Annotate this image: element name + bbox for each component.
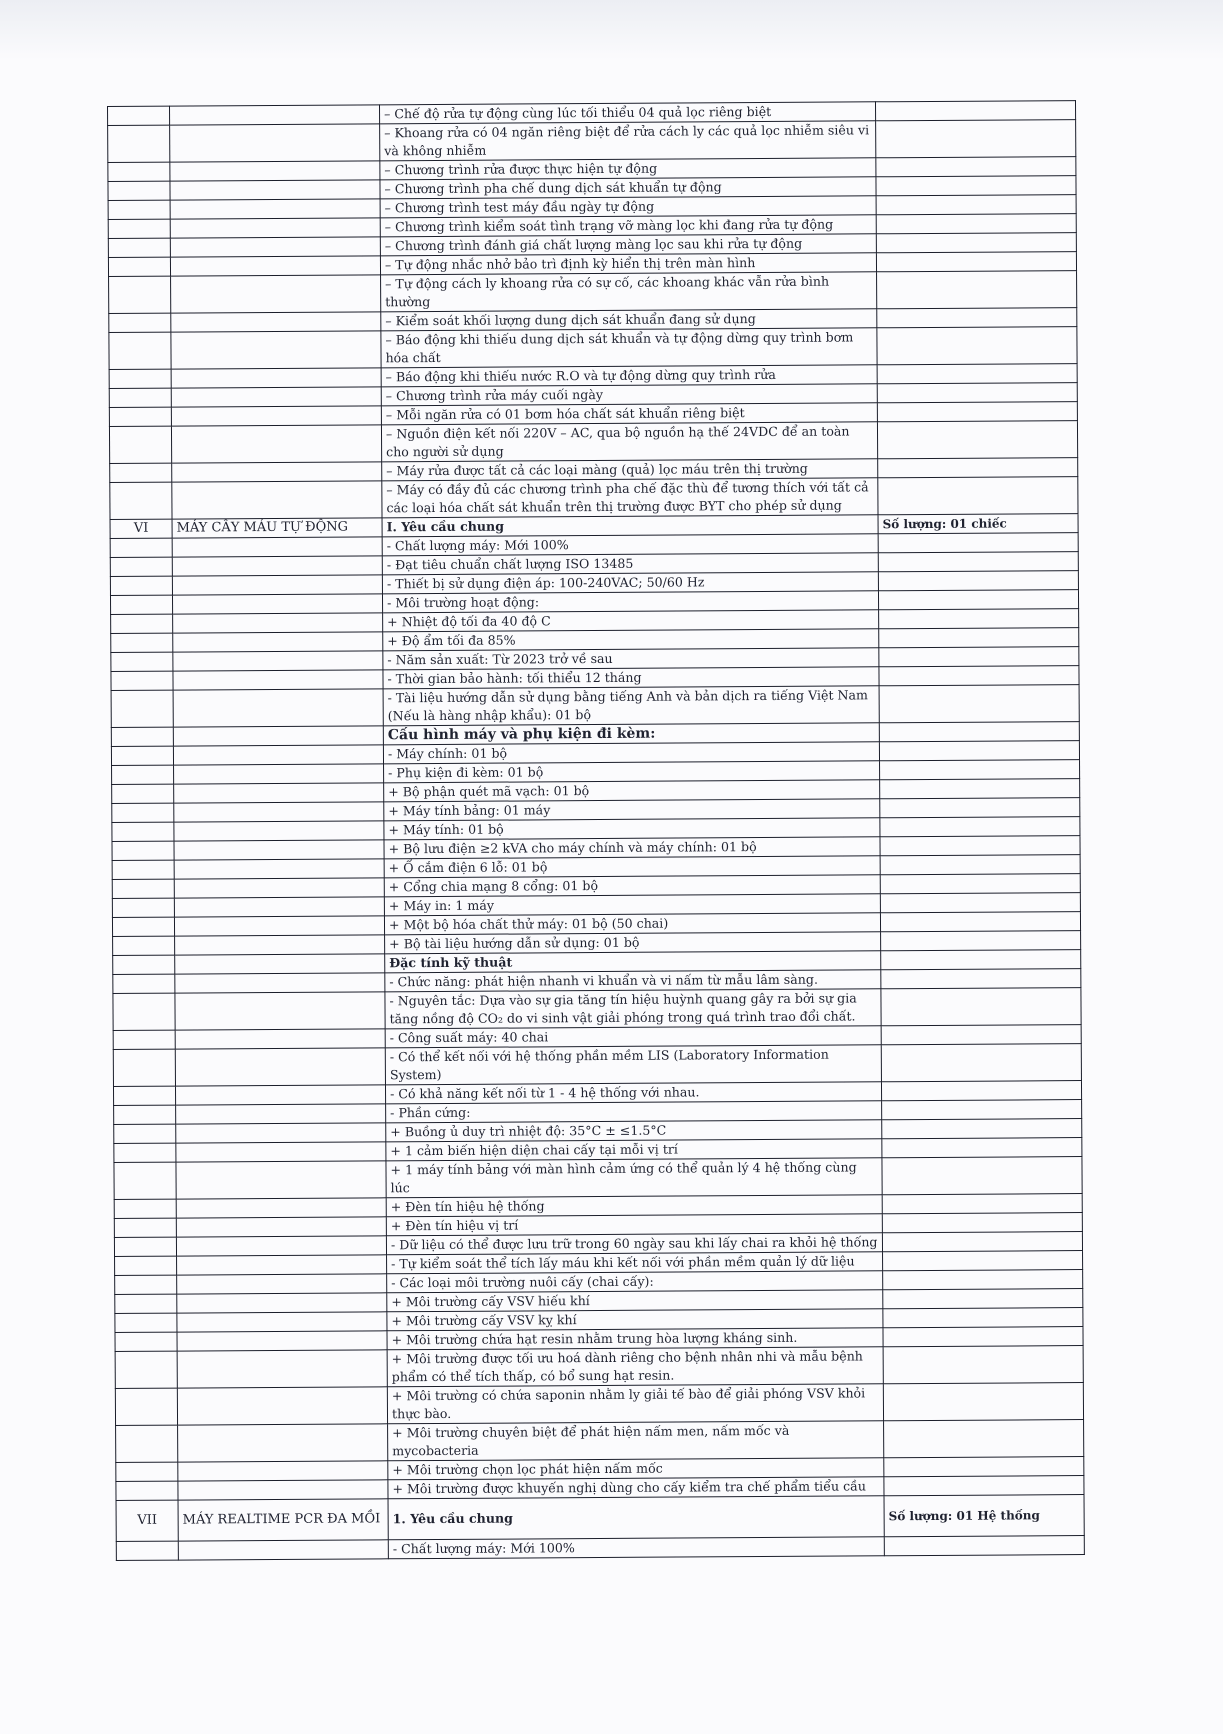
requirement-cell: - Chất lượng máy: Mới 100% — [382, 534, 878, 556]
row-number-cell — [109, 407, 171, 426]
device-name-cell — [174, 916, 384, 936]
row-number-cell — [110, 463, 172, 482]
device-name-cell — [174, 859, 384, 879]
requirement-cell: + Môi trường chuyên biệt để phát hiện nấm men, nấm mốc và mycobacteria — [388, 1421, 884, 1461]
device-name-cell — [171, 331, 381, 369]
device-name-cell — [176, 1104, 386, 1124]
quantity-cell — [877, 364, 1077, 384]
requirement-cell: - Tự kiểm soát thể tích lấy máu khi kết nối với phần mềm quản lý dữ liệu — [387, 1252, 883, 1274]
row-number-cell — [110, 538, 172, 557]
table-row — [108, 120, 1076, 163]
requirement-cell: + Máy in: 1 máy — [384, 894, 880, 916]
requirement-cell: – Chương trình test máy đầu ngày tự động — [380, 196, 876, 218]
quantity-cell — [882, 1157, 1082, 1195]
row-number-cell — [113, 1030, 175, 1049]
device-name-cell — [176, 1217, 386, 1237]
quantity-cell — [883, 1270, 1083, 1290]
row-number-cell — [113, 1049, 175, 1086]
device-name-cell — [177, 1312, 387, 1332]
row-number-cell — [114, 1143, 176, 1162]
requirement-cell: - Nguyên tắc: Dựa vào sự gia tăng tín hiệu huỳnh quang gây ra bởi sự gia tăng nồng độ CO₂ do vi sinh vật giải phóng trong quá trình trao đổi chất. — [385, 989, 881, 1029]
row-number-cell — [116, 1541, 178, 1560]
quantity-cell — [878, 533, 1078, 553]
device-name-cell — [177, 1350, 387, 1388]
row-number-cell — [115, 1313, 177, 1332]
quantity-cell: Số lượng: 01 chiếc — [878, 514, 1078, 534]
row-number-cell — [115, 1351, 177, 1388]
quantity-cell — [876, 176, 1076, 196]
requirement-cell: – Mỗi ngăn rửa có 01 bơm hóa chất sát khuẩn riêng biệt — [381, 403, 877, 425]
table-row — [110, 477, 1078, 520]
requirement-cell: – Tự động cách ly khoang rửa có sự cố, các khoang khác vẫn rửa bình thường — [381, 272, 877, 312]
row-number-cell — [109, 388, 171, 407]
quantity-cell — [879, 628, 1079, 648]
table-row — [116, 1420, 1084, 1463]
device-name-cell — [176, 1123, 386, 1143]
requirement-cell: - Chất lượng máy: Mới 100% — [388, 1537, 884, 1559]
requirement-cell: + Máy tính bảng: 01 máy — [384, 799, 880, 821]
requirement-cell: - Thiết bị sử dụng điện áp: 100-240VAC; 50/60 Hz — [382, 572, 878, 594]
row-number-cell — [108, 257, 170, 276]
requirement-cell: 1. Yêu cầu chung — [388, 1496, 884, 1540]
quantity-cell — [884, 1420, 1084, 1458]
quantity-cell — [880, 912, 1080, 932]
requirement-cell: – Khoang rửa có 04 ngăn riêng biệt để rửa cách ly các quả lọc nhiễm siêu vi và không nhiễm — [380, 121, 876, 161]
quantity-cell — [879, 609, 1079, 629]
device-name-cell — [176, 1161, 386, 1199]
device-name-cell — [172, 556, 382, 576]
requirement-cell: + 1 cảm biến hiện diện chai cấy tại mỗi vị trí — [386, 1139, 882, 1161]
requirement-cell: - Máy chính: 01 bộ — [383, 742, 879, 764]
requirement-cell: – Máy có đầy đủ các chương trình pha chế đặc thù để tương thích với tất cả các loại hóa chất sát khuẩn trên thị trường được BYT cho phép sử dụng — [382, 478, 878, 518]
quantity-cell — [877, 383, 1077, 403]
device-name-cell — [177, 1293, 387, 1313]
row-number-cell — [109, 332, 171, 369]
row-number-cell — [111, 652, 173, 671]
requirement-cell: + Môi trường được tối ưu hoá dành riêng cho bệnh nhân nhi và mẫu bệnh phẩm có thể tích thấp, có bổ sung hạt resin. — [387, 1347, 883, 1387]
row-number-cell — [112, 917, 174, 936]
requirement-cell: – Tự động nhắc nhở bảo trì định kỳ hiển thị trên màn hình — [380, 253, 876, 275]
device-name-cell — [173, 689, 383, 727]
row-number-cell — [108, 125, 170, 162]
device-name-cell — [174, 840, 384, 860]
quantity-cell: Số lượng: 01 Hệ thống — [884, 1495, 1084, 1537]
row-number-cell — [113, 955, 175, 974]
device-name-cell — [174, 897, 384, 917]
table-row — [111, 685, 1079, 728]
requirement-cell: – Máy rửa được tất cả các loại màng (quả) lọc máu trên thị trường — [382, 459, 878, 481]
device-name-cell — [171, 387, 381, 407]
row-number-cell — [112, 765, 174, 784]
quantity-cell — [878, 590, 1078, 610]
requirement-cell: - Dữ liệu có thể được lưu trữ trong 60 ngày sau khi lấy chai ra khỏi hệ thống — [386, 1233, 882, 1255]
quantity-cell — [881, 1081, 1081, 1101]
row-number-cell — [114, 1199, 176, 1218]
device-name-cell — [175, 954, 385, 974]
row-number-cell — [112, 784, 174, 803]
requirement-cell: - Có thể kết nối với hệ thống phần mềm LIS (Laboratory Information System) — [385, 1045, 881, 1085]
spec-table — [107, 100, 1085, 1561]
row-number-cell — [114, 1124, 176, 1143]
requirement-cell: - Các loại môi trường nuôi cấy (chai cấy): — [387, 1271, 883, 1293]
requirement-cell: - Thời gian bảo hành: tối thiểu 12 tháng — [383, 667, 879, 689]
row-number-cell — [109, 426, 171, 463]
quantity-cell — [877, 402, 1077, 422]
requirement-cell: - Năm sản xuất: Từ 2023 trở về sau — [383, 648, 879, 670]
device-name-cell — [176, 1236, 386, 1256]
row-number-cell — [108, 162, 170, 181]
requirement-cell: + Một bộ hóa chất thử máy: 01 bộ (50 chai) — [384, 913, 880, 935]
row-number-cell — [115, 1256, 177, 1275]
table-row — [115, 1346, 1083, 1389]
device-name-cell — [175, 1085, 385, 1105]
requirement-cell: + Máy tính: 01 bộ — [384, 818, 880, 840]
quantity-cell — [875, 101, 1075, 121]
requirement-cell: - Phụ kiện đi kèm: 01 bộ — [384, 761, 880, 783]
table-row — [109, 421, 1077, 464]
requirement-cell: - Tài liệu hướng dẫn sử dụng bằng tiếng Anh và bản dịch ra tiếng Việt Nam (Nếu là hàng nhập khẩu): 01 bộ — [383, 686, 879, 726]
requirement-cell: Đặc tính kỹ thuật — [385, 951, 881, 973]
quantity-cell — [880, 893, 1080, 913]
quantity-cell — [883, 1383, 1083, 1421]
quantity-cell — [878, 552, 1078, 572]
row-number-cell — [115, 1332, 177, 1351]
requirement-cell: - Có khả năng kết nối từ 1 - 4 hệ thống với nhau. — [385, 1082, 881, 1104]
device-name-cell — [172, 575, 382, 595]
requirement-cell: + Ổ cắm điện 6 lỗ: 01 bộ — [384, 856, 880, 878]
device-name-cell — [172, 462, 382, 482]
quantity-cell — [877, 271, 1077, 309]
device-name-cell — [172, 594, 382, 614]
requirement-cell: I. Yêu cầu chung — [382, 515, 878, 537]
device-name-cell — [170, 105, 380, 125]
requirement-cell: + Bộ lưu điện ≥2 kVA cho máy chính và máy chính: 01 bộ — [384, 837, 880, 859]
quantity-cell — [876, 195, 1076, 215]
requirement-cell: – Nguồn điện kết nối 220V – AC, qua bộ nguồn hạ thế 24VDC để an toàn cho người sử dụng — [381, 422, 877, 462]
table-row — [113, 988, 1081, 1031]
device-name-cell — [170, 218, 380, 238]
row-number-cell — [112, 860, 174, 879]
row-number-cell — [111, 727, 173, 746]
row-number-cell — [112, 898, 174, 917]
scan-shading — [0, 0, 1223, 60]
row-number-cell — [111, 614, 173, 633]
quantity-cell — [882, 1100, 1082, 1120]
quantity-cell — [877, 327, 1077, 365]
quantity-cell — [884, 1536, 1084, 1556]
quantity-cell — [880, 874, 1080, 894]
requirement-cell: + Môi trường có chứa saponin nhằm ly giải tế bào để giải phóng VSV khỏi thực bào. — [387, 1384, 883, 1424]
device-name-cell — [177, 1255, 387, 1275]
row-number-cell — [110, 595, 172, 614]
requirement-cell: + Bộ tài liệu hướng dẫn sử dụng: 01 bộ — [385, 932, 881, 954]
row-number-cell — [108, 219, 170, 238]
table-row — [115, 1383, 1083, 1426]
requirement-cell: + Độ ẩm tối đa 85% — [383, 629, 879, 651]
requirement-cell: + Môi trường chứa hạt resin nhằm trung hòa lượng kháng sinh. — [387, 1328, 883, 1350]
row-number-cell — [114, 1162, 176, 1199]
device-name-cell — [177, 1387, 387, 1425]
row-number-cell — [111, 690, 173, 727]
device-name-cell — [178, 1480, 388, 1500]
device-name-cell — [178, 1424, 388, 1462]
quantity-cell — [881, 1044, 1081, 1082]
device-name-cell — [170, 161, 380, 181]
table-row — [116, 1495, 1084, 1542]
requirement-cell: – Kiểm soát khối lượng dung dịch sát khuẩn đang sử dụng — [381, 309, 877, 331]
quantity-cell — [884, 1476, 1084, 1496]
device-name-cell — [175, 935, 385, 955]
row-number-cell — [110, 557, 172, 576]
row-number-cell — [111, 633, 173, 652]
device-name-cell — [174, 764, 384, 784]
row-number-cell — [115, 1388, 177, 1425]
row-number-cell — [116, 1481, 178, 1500]
quantity-cell — [879, 666, 1079, 686]
requirement-cell: – Báo động khi thiếu dung dịch sát khuẩn và tự động dừng quy trình bơm hóa chất — [381, 328, 877, 368]
requirement-cell: + Đèn tín hiệu vị trí — [386, 1214, 882, 1236]
device-name-cell: MÁY REALTIME PCR ĐA MỒI — [178, 1499, 388, 1541]
row-number-cell — [112, 822, 174, 841]
device-name-cell — [170, 256, 380, 276]
quantity-cell — [884, 1457, 1084, 1477]
requirement-cell: – Chương trình rửa được thực hiện tự động — [380, 158, 876, 180]
row-number-cell — [108, 181, 170, 200]
device-name-cell — [178, 1540, 388, 1560]
quantity-cell — [883, 1327, 1083, 1347]
device-name-cell — [174, 802, 384, 822]
device-name-cell: MÁY CẤY MÁU TỰ ĐỘNG — [172, 518, 382, 538]
quantity-cell — [879, 685, 1079, 723]
quantity-cell — [881, 931, 1081, 951]
requirement-cell: - Môi trường hoạt động: — [382, 591, 878, 613]
row-number-cell — [112, 841, 174, 860]
row-number-cell: VII — [116, 1500, 178, 1541]
device-name-cell — [173, 745, 383, 765]
quantity-cell — [876, 120, 1076, 158]
requirement-cell: - Phần cứng: — [386, 1101, 882, 1123]
row-number-cell — [115, 1294, 177, 1313]
device-name-cell — [175, 992, 385, 1030]
quantity-cell — [880, 836, 1080, 856]
quantity-cell — [878, 571, 1078, 591]
device-name-cell — [171, 425, 381, 463]
requirement-cell: + Môi trường được khuyến nghị dùng cho cấy kiểm tra chế phẩm tiểu cầu — [388, 1477, 884, 1499]
quantity-cell — [880, 817, 1080, 837]
device-name-cell — [170, 180, 380, 200]
row-number-cell: VI — [110, 519, 172, 538]
quantity-cell — [879, 722, 1079, 742]
row-number-cell — [108, 106, 170, 125]
device-name-cell — [173, 613, 383, 633]
quantity-cell — [882, 1213, 1082, 1233]
row-number-cell — [114, 1237, 176, 1256]
device-name-cell — [174, 783, 384, 803]
requirement-cell: – Chương trình rửa máy cuối ngày — [381, 384, 877, 406]
device-name-cell — [178, 1461, 388, 1481]
requirement-cell: + Nhiệt độ tối đa 40 độ C — [383, 610, 879, 632]
row-number-cell — [109, 313, 171, 332]
row-number-cell — [110, 576, 172, 595]
quantity-cell — [883, 1289, 1083, 1309]
device-name-cell — [172, 481, 382, 519]
quantity-cell — [876, 157, 1076, 177]
requirement-cell: – Chương trình kiểm soát tình trạng vỡ màng lọc khi đang rửa tự động — [380, 215, 876, 237]
device-name-cell — [173, 726, 383, 746]
device-name-cell — [171, 275, 381, 313]
device-name-cell — [173, 670, 383, 690]
row-number-cell — [112, 803, 174, 822]
quantity-cell — [882, 1119, 1082, 1139]
device-name-cell — [171, 368, 381, 388]
spec-table-body — [108, 101, 1085, 1561]
device-name-cell — [174, 878, 384, 898]
requirement-cell: - Chức năng: phát hiện nhanh vi khuẩn và vi nấm từ mẫu lâm sàng. — [385, 970, 881, 992]
row-number-cell — [115, 1275, 177, 1294]
quantity-cell — [877, 421, 1077, 459]
quantity-cell — [882, 1138, 1082, 1158]
device-name-cell — [175, 973, 385, 993]
quantity-cell — [876, 214, 1076, 234]
device-name-cell — [173, 651, 383, 671]
row-number-cell — [109, 276, 171, 313]
requirement-cell: – Chế độ rửa tự động cùng lúc tối thiểu 04 quả lọc riêng biệt — [379, 102, 875, 124]
quantity-cell — [880, 798, 1080, 818]
row-number-cell — [116, 1425, 178, 1462]
spec-table-page — [107, 100, 1084, 1561]
requirement-cell: - Công suất máy: 40 chai — [385, 1026, 881, 1048]
device-name-cell — [171, 312, 381, 332]
requirement-cell: - Đạt tiêu chuẩn chất lượng ISO 13485 — [382, 553, 878, 575]
row-number-cell — [108, 238, 170, 257]
device-name-cell — [171, 406, 381, 426]
quantity-cell — [877, 308, 1077, 328]
quantity-cell — [878, 477, 1078, 515]
device-name-cell — [177, 1274, 387, 1294]
requirement-cell: + 1 máy tính bảng với màn hình cảm ứng có thể quản lý 4 hệ thống cùng lúc — [386, 1158, 882, 1198]
device-name-cell — [172, 537, 382, 557]
row-number-cell — [114, 1218, 176, 1237]
device-name-cell — [170, 237, 380, 257]
quantity-cell — [881, 969, 1081, 989]
device-name-cell — [175, 1029, 385, 1049]
quantity-cell — [881, 1025, 1081, 1045]
quantity-cell — [880, 760, 1080, 780]
table-row — [114, 1157, 1082, 1200]
row-number-cell — [114, 1105, 176, 1124]
quantity-cell — [883, 1346, 1083, 1384]
device-name-cell — [170, 199, 380, 219]
table-row — [113, 1044, 1081, 1087]
row-number-cell — [113, 1086, 175, 1105]
device-name-cell — [176, 1198, 386, 1218]
quantity-cell — [883, 1308, 1083, 1328]
requirement-cell: – Chương trình pha chế dung dịch sát khuẩn tự động — [380, 177, 876, 199]
table-row — [109, 271, 1077, 314]
device-name-cell — [177, 1331, 387, 1351]
row-number-cell — [109, 369, 171, 388]
row-number-cell — [113, 936, 175, 955]
quantity-cell — [876, 233, 1076, 253]
row-number-cell — [116, 1462, 178, 1481]
quantity-cell — [879, 647, 1079, 667]
row-number-cell — [113, 993, 175, 1030]
quantity-cell — [881, 988, 1081, 1026]
quantity-cell — [876, 252, 1076, 272]
row-number-cell — [113, 974, 175, 993]
requirement-cell: + Buồng ủ duy trì nhiệt độ: 35°C ± ≤1.5°C — [386, 1120, 882, 1142]
row-number-cell — [111, 746, 173, 765]
device-name-cell — [175, 1048, 385, 1086]
requirement-cell: Cấu hình máy và phụ kiện đi kèm: — [383, 723, 879, 745]
requirement-cell: + Môi trường cấy VSV kỵ khí — [387, 1309, 883, 1331]
requirement-cell: + Cổng chia mạng 8 cổng: 01 bộ — [384, 875, 880, 897]
requirement-cell: + Môi trường chọn lọc phát hiện nấm mốc — [388, 1458, 884, 1480]
device-name-cell — [170, 124, 380, 162]
table-row — [109, 327, 1077, 370]
quantity-cell — [878, 458, 1078, 478]
requirement-cell: – Chương trình đánh giá chất lượng màng lọc sau khi rửa tự động — [380, 234, 876, 256]
quantity-cell — [883, 1251, 1083, 1271]
quantity-cell — [882, 1194, 1082, 1214]
requirement-cell: + Đèn tín hiệu hệ thống — [386, 1195, 882, 1217]
requirement-cell: – Báo động khi thiếu nước R.O và tự động dừng quy trình rửa — [381, 365, 877, 387]
device-name-cell — [176, 1142, 386, 1162]
quantity-cell — [880, 855, 1080, 875]
row-number-cell — [108, 200, 170, 219]
requirement-cell: + Bộ phận quét mã vạch: 01 bộ — [384, 780, 880, 802]
quantity-cell — [881, 950, 1081, 970]
row-number-cell — [111, 671, 173, 690]
requirement-cell: + Môi trường cấy VSV hiếu khí — [387, 1290, 883, 1312]
row-number-cell — [112, 879, 174, 898]
quantity-cell — [879, 741, 1079, 761]
device-name-cell — [173, 632, 383, 652]
quantity-cell — [882, 1232, 1082, 1252]
row-number-cell — [110, 482, 172, 519]
quantity-cell — [880, 779, 1080, 799]
device-name-cell — [174, 821, 384, 841]
